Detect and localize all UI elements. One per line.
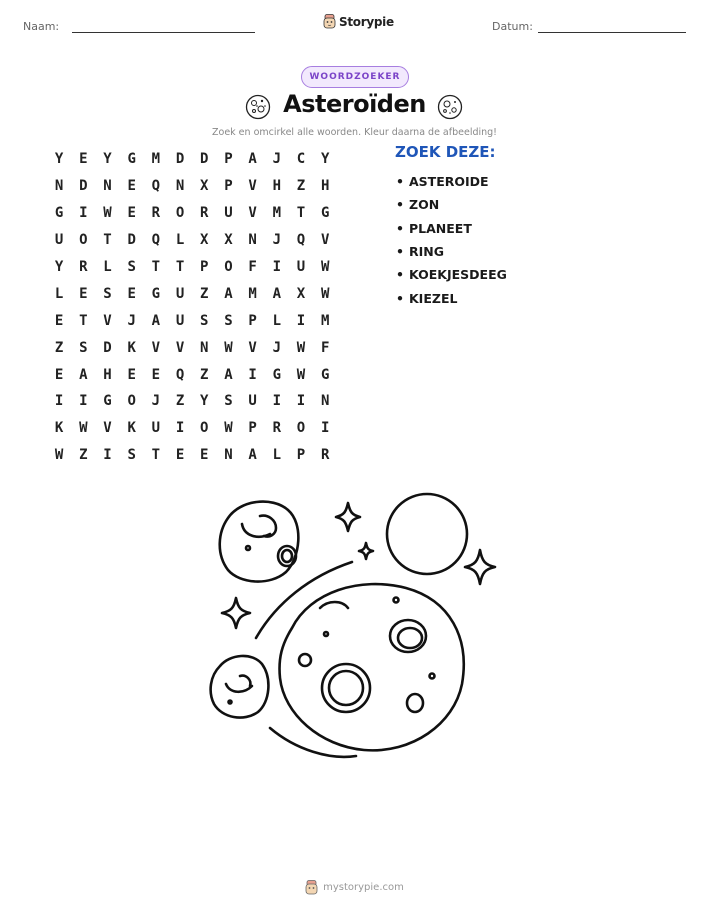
grid-letter[interactable]: W bbox=[54, 447, 64, 464]
grid-letter[interactable]: S bbox=[224, 312, 233, 329]
grid-letter[interactable]: G bbox=[272, 366, 281, 383]
grid-row bbox=[47, 361, 367, 388]
grid-letter[interactable]: I bbox=[79, 205, 88, 222]
grid-letter[interactable]: E bbox=[54, 366, 64, 383]
grid-letter[interactable]: F bbox=[248, 259, 257, 275]
grid-letter[interactable]: S bbox=[103, 285, 112, 302]
bullet: • bbox=[396, 267, 404, 283]
grid-letter[interactable]: V bbox=[320, 232, 330, 249]
grid-letter[interactable]: I bbox=[54, 393, 64, 410]
grid-letter[interactable]: U bbox=[296, 259, 306, 275]
grid-letter[interactable]: T bbox=[151, 447, 161, 464]
grid-letter[interactable]: K bbox=[127, 339, 136, 356]
grid-letter[interactable]: P bbox=[200, 259, 209, 275]
word-list-item bbox=[396, 217, 507, 240]
grid-letter[interactable]: V bbox=[175, 339, 185, 356]
grid-letter[interactable]: T bbox=[79, 312, 88, 329]
bullet: • bbox=[396, 244, 404, 260]
grid-letter[interactable]: J bbox=[127, 312, 136, 329]
grid-letter[interactable]: N bbox=[103, 178, 112, 195]
grid-letter[interactable]: U bbox=[175, 285, 185, 302]
grid-letter[interactable]: G bbox=[127, 151, 136, 168]
grid-letter[interactable]: G bbox=[103, 393, 112, 410]
grid-letter[interactable]: G bbox=[320, 366, 330, 383]
grid-letter[interactable]: R bbox=[272, 420, 281, 437]
grid-letter[interactable]: Y bbox=[200, 393, 209, 410]
grid-letter[interactable]: E bbox=[79, 151, 88, 168]
grid-letter[interactable]: C bbox=[296, 151, 306, 168]
grid-letter[interactable]: T bbox=[151, 259, 161, 275]
word-text: KIEZEL bbox=[409, 290, 458, 306]
grid-letter[interactable]: U bbox=[248, 393, 257, 410]
grid-row bbox=[47, 173, 367, 200]
grid-letter[interactable]: P bbox=[248, 420, 257, 437]
grid-letter[interactable]: E bbox=[200, 447, 209, 464]
grid-letter[interactable]: J bbox=[272, 151, 281, 168]
grid-letter[interactable]: Y bbox=[320, 151, 330, 168]
grid-letter[interactable]: W bbox=[296, 339, 306, 356]
grid-letter[interactable]: J bbox=[272, 339, 281, 356]
grid-letter[interactable]: H bbox=[320, 178, 330, 195]
grid-letter[interactable]: V bbox=[103, 420, 112, 437]
grid-letter[interactable]: A bbox=[224, 285, 233, 302]
grid-letter[interactable]: W bbox=[296, 366, 306, 383]
grid-letter[interactable]: U bbox=[151, 420, 161, 437]
grid-letter[interactable]: I bbox=[272, 259, 281, 275]
grid-letter[interactable]: A bbox=[151, 312, 161, 329]
grid-letter[interactable]: Q bbox=[151, 178, 161, 195]
grid-letter[interactable]: Z bbox=[200, 366, 209, 383]
grid-letter[interactable]: D bbox=[175, 151, 185, 168]
grid-letter[interactable]: E bbox=[175, 447, 185, 464]
grid-letter[interactable]: I bbox=[79, 393, 88, 410]
grid-letter[interactable]: U bbox=[224, 205, 233, 222]
grid-letter[interactable]: I bbox=[296, 393, 306, 410]
grid-letter[interactable]: A bbox=[248, 151, 257, 168]
grid-letter[interactable]: W bbox=[103, 205, 112, 222]
grid-letter[interactable]: P bbox=[224, 178, 233, 195]
grid-letter[interactable]: Q bbox=[175, 366, 185, 383]
grid-letter[interactable]: W bbox=[320, 259, 330, 275]
grid-letter[interactable]: O bbox=[224, 259, 233, 275]
grid-letter[interactable]: O bbox=[296, 420, 306, 437]
letter-grid bbox=[47, 146, 367, 469]
grid-letter[interactable]: S bbox=[127, 447, 136, 464]
grid-letter[interactable]: O bbox=[79, 232, 88, 249]
word-text: PLANEET bbox=[409, 220, 472, 236]
grid-letter[interactable]: S bbox=[224, 393, 233, 410]
grid-letter[interactable]: A bbox=[248, 447, 257, 464]
grid-letter[interactable]: R bbox=[79, 259, 88, 275]
grid-letter[interactable]: A bbox=[272, 285, 281, 302]
grid-letter[interactable]: I bbox=[175, 420, 185, 437]
grid-letter[interactable]: V bbox=[103, 312, 112, 329]
bullet: • bbox=[396, 197, 404, 213]
grid-letter[interactable]: T bbox=[175, 259, 185, 275]
word-list-item bbox=[396, 240, 507, 263]
grid-letter[interactable]: Z bbox=[175, 393, 185, 410]
grid-row bbox=[47, 307, 367, 334]
grid-letter[interactable]: H bbox=[272, 178, 281, 195]
title-row bbox=[0, 90, 709, 124]
mascot-icon bbox=[305, 880, 318, 895]
grid-letter[interactable]: L bbox=[54, 285, 64, 302]
word-text: ASTEROIDE bbox=[409, 174, 489, 190]
page-title: Asteroïden bbox=[283, 90, 426, 118]
date-field[interactable] bbox=[538, 32, 686, 33]
grid-letter[interactable]: A bbox=[224, 366, 233, 383]
word-text: ZON bbox=[409, 197, 440, 213]
grid-letter[interactable]: L bbox=[175, 232, 185, 249]
grid-letter[interactable]: K bbox=[54, 420, 64, 437]
grid-letter[interactable]: L bbox=[272, 312, 281, 329]
grid-letter[interactable]: Y bbox=[54, 151, 64, 168]
word-list-heading: ZOEK DEZE: bbox=[395, 143, 496, 161]
grid-letter[interactable]: L bbox=[103, 259, 112, 275]
word-list-item bbox=[396, 286, 507, 309]
grid-letter[interactable]: D bbox=[200, 151, 209, 168]
grid-letter[interactable]: J bbox=[272, 232, 281, 249]
footer-site: mystorypie.com bbox=[323, 882, 404, 893]
grid-letter[interactable]: Z bbox=[79, 447, 88, 464]
grid-letter[interactable]: R bbox=[320, 447, 330, 464]
grid-letter[interactable]: S bbox=[79, 339, 88, 356]
grid-letter[interactable]: P bbox=[248, 312, 257, 329]
grid-letter[interactable]: H bbox=[103, 366, 112, 383]
grid-letter[interactable]: E bbox=[151, 366, 161, 383]
grid-letter[interactable]: O bbox=[200, 420, 209, 437]
grid-letter[interactable]: L bbox=[272, 447, 281, 464]
instructions: Zoek en omcirkel alle woorden. Kleur daarna de afbeelding! bbox=[212, 127, 497, 138]
grid-letter[interactable]: E bbox=[127, 178, 136, 195]
grid-letter[interactable]: X bbox=[224, 232, 233, 249]
grid-letter[interactable]: W bbox=[224, 339, 233, 356]
category-badge: WOORDZOEKER bbox=[301, 66, 409, 88]
word-text: RING bbox=[409, 244, 444, 260]
grid-letter[interactable]: P bbox=[224, 151, 233, 168]
grid-letter[interactable]: E bbox=[79, 285, 88, 302]
grid-letter[interactable]: P bbox=[296, 447, 306, 464]
grid-row bbox=[47, 442, 367, 469]
grid-letter[interactable]: V bbox=[248, 339, 257, 356]
small-asteroid-top bbox=[220, 502, 299, 582]
word-list-item bbox=[396, 263, 507, 286]
word-list bbox=[396, 170, 507, 310]
word-list-item bbox=[396, 193, 507, 216]
grid-letter[interactable]: W bbox=[320, 285, 330, 302]
grid-letter[interactable]: I bbox=[272, 393, 281, 410]
grid-letter[interactable]: N bbox=[224, 447, 233, 464]
grid-letter[interactable]: A bbox=[79, 366, 88, 383]
bullet: • bbox=[396, 290, 404, 306]
grid-row bbox=[47, 254, 367, 281]
grid-letter[interactable]: Y bbox=[54, 259, 64, 275]
grid-letter[interactable]: V bbox=[151, 339, 161, 356]
grid-letter[interactable]: E bbox=[54, 312, 64, 329]
grid-letter[interactable]: O bbox=[127, 393, 136, 410]
date-label: Datum: bbox=[492, 20, 533, 33]
grid-letter[interactable]: Z bbox=[200, 285, 209, 302]
word-list-item bbox=[396, 170, 507, 193]
grid-letter[interactable]: I bbox=[320, 420, 330, 437]
word-text: KOEKJESDEEG bbox=[409, 267, 507, 283]
grid-row bbox=[47, 146, 367, 173]
grid-letter[interactable]: T bbox=[103, 232, 112, 249]
brand-name: Storypie bbox=[339, 14, 394, 29]
grid-letter[interactable]: J bbox=[151, 393, 161, 410]
grid-letter[interactable]: Z bbox=[296, 178, 306, 195]
grid-letter[interactable]: E bbox=[127, 205, 136, 222]
grid-letter[interactable]: D bbox=[103, 339, 112, 356]
grid-row bbox=[47, 280, 367, 307]
grid-letter[interactable]: D bbox=[79, 178, 88, 195]
grid-letter[interactable]: I bbox=[296, 312, 306, 329]
grid-letter[interactable]: N bbox=[320, 393, 330, 410]
grid-letter[interactable]: E bbox=[127, 366, 136, 383]
grid-letter[interactable]: M bbox=[272, 205, 281, 222]
mascot-icon bbox=[323, 14, 336, 29]
grid-letter[interactable]: U bbox=[175, 312, 185, 329]
grid-letter[interactable]: G bbox=[320, 205, 330, 222]
name-label: Naam: bbox=[23, 20, 60, 33]
grid-letter[interactable]: M bbox=[151, 151, 161, 168]
grid-letter[interactable]: N bbox=[175, 178, 185, 195]
grid-letter[interactable]: X bbox=[200, 178, 209, 195]
grid-letter[interactable]: G bbox=[54, 205, 64, 222]
grid-row bbox=[47, 388, 367, 415]
bullet: • bbox=[396, 220, 404, 236]
brand-logo bbox=[323, 14, 394, 29]
grid-letter[interactable]: S bbox=[127, 259, 136, 275]
grid-letter[interactable]: X bbox=[296, 285, 306, 302]
grid-letter[interactable]: M bbox=[248, 285, 257, 302]
asteroids-coloring-image bbox=[200, 488, 510, 768]
grid-letter[interactable]: S bbox=[200, 312, 209, 329]
grid-letter[interactable]: R bbox=[200, 205, 209, 222]
grid-row bbox=[47, 200, 367, 227]
grid-letter[interactable]: O bbox=[175, 205, 185, 222]
grid-letter[interactable]: N bbox=[54, 178, 64, 195]
grid-letter[interactable]: F bbox=[320, 339, 330, 356]
grid-letter[interactable]: I bbox=[103, 447, 112, 464]
grid-letter[interactable]: Q bbox=[151, 232, 161, 249]
grid-row bbox=[47, 334, 367, 361]
asteroid-icon bbox=[437, 94, 463, 120]
grid-letter[interactable]: Y bbox=[103, 151, 112, 168]
grid-letter[interactable]: N bbox=[248, 232, 257, 249]
footer bbox=[0, 880, 709, 895]
grid-letter[interactable]: D bbox=[127, 232, 136, 249]
grid-letter[interactable]: R bbox=[151, 205, 161, 222]
grid-letter[interactable]: W bbox=[224, 420, 233, 437]
grid-letter[interactable]: V bbox=[248, 205, 257, 222]
grid-letter[interactable]: N bbox=[200, 339, 209, 356]
grid-letter[interactable]: E bbox=[127, 285, 136, 302]
grid-letter[interactable]: V bbox=[248, 178, 257, 195]
grid-letter[interactable]: W bbox=[79, 420, 88, 437]
grid-letter[interactable]: K bbox=[127, 420, 136, 437]
grid-row bbox=[47, 227, 367, 254]
name-field[interactable] bbox=[72, 32, 255, 33]
grid-letter[interactable]: Z bbox=[54, 339, 64, 356]
grid-letter[interactable]: T bbox=[296, 205, 306, 222]
grid-letter[interactable]: U bbox=[54, 232, 64, 249]
grid-letter[interactable]: M bbox=[320, 312, 330, 329]
bullet: • bbox=[396, 174, 404, 190]
grid-letter[interactable]: I bbox=[248, 366, 257, 383]
grid-row bbox=[47, 415, 367, 442]
grid-letter[interactable]: G bbox=[151, 285, 161, 302]
grid-letter[interactable]: X bbox=[200, 232, 209, 249]
grid-letter[interactable]: Q bbox=[296, 232, 306, 249]
